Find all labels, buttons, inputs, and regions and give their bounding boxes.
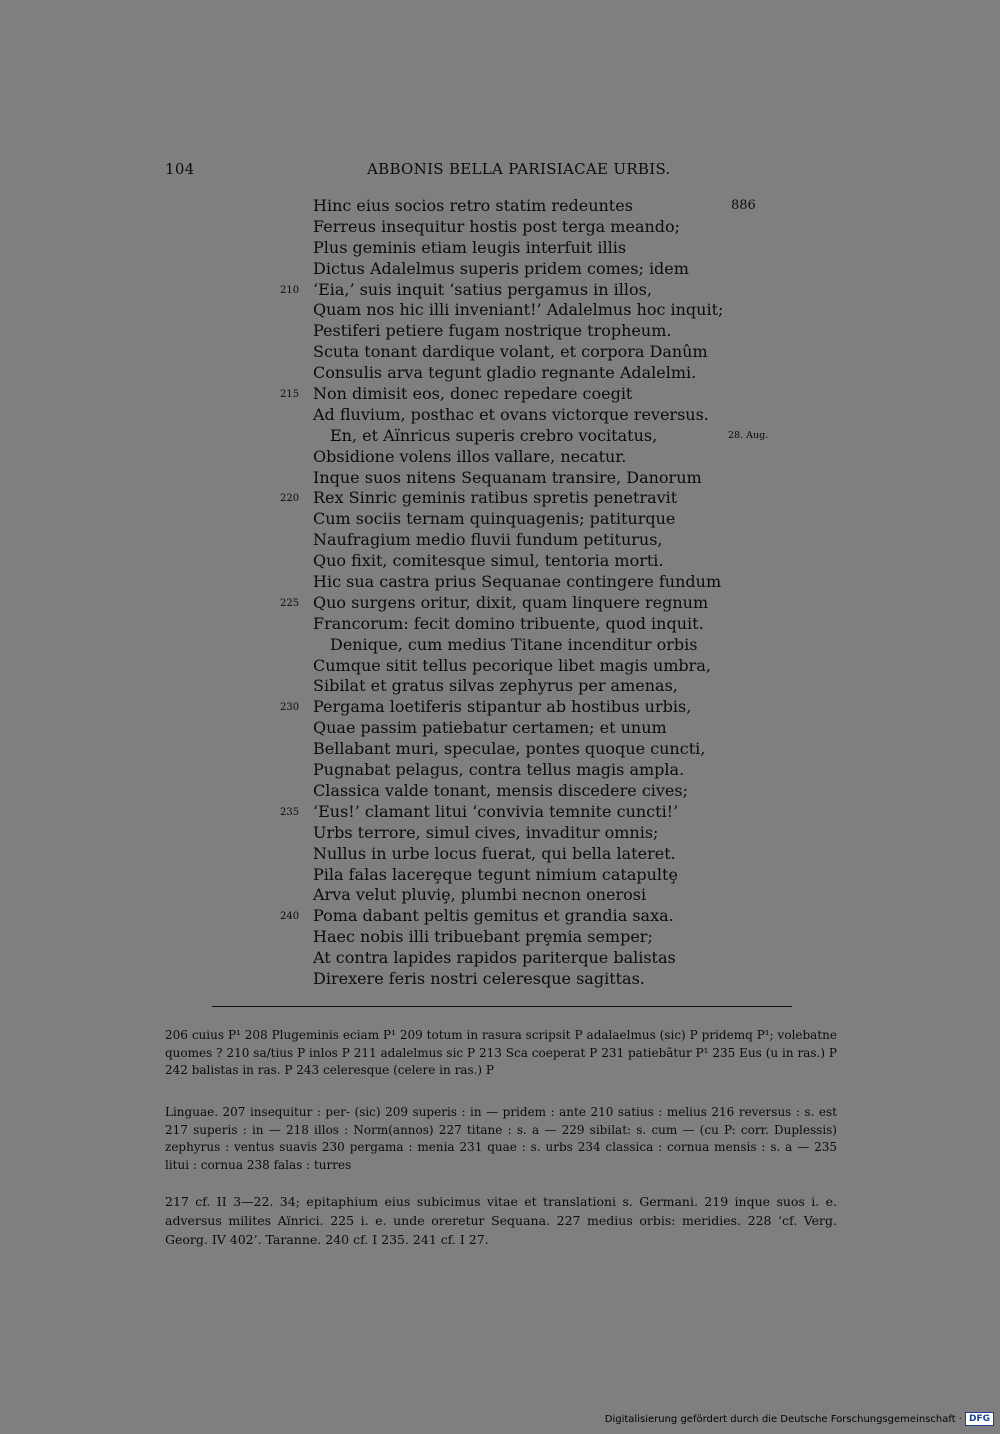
verse-text: Cumque sitit tellus pecorique libet magis umbra, [313, 655, 711, 675]
line-number: 240 [280, 911, 300, 923]
line-number: 210 [280, 284, 300, 296]
gloss-notes [165, 1104, 837, 1174]
verse-text: Ad fluvium, posthac et ovans victorque reversus. [313, 404, 709, 424]
verse-line [0, 572, 1000, 593]
verse-text: Plus geminis etiam leugis interfuit illis [313, 237, 627, 257]
verse-line [0, 906, 1000, 927]
gloss-text: Linguae. 207 insequitur : per- (sic) 209 superis : in — pridem : ante 210 satius : melius 216 reversus : s. est 217 superis : in — 218 illos : Norm(annos) 227 titane : s. a — 229 sibilat: s. cum — (cu P: corr. Duplessis) zephyrus : ventus suavis 230 pergama : menia 231 quae : s. urbs 234 classica : cornua mensis : s. a — 235 litui : cornua 238 falas : turres [165, 1105, 837, 1172]
verse-text: Direxere feris nostri celeresque sagittas. [313, 968, 645, 988]
verse-text: Quae passim patiebatur certamen; et unum [313, 718, 667, 738]
verse-text: Denique, cum medius Titane incenditur orbis [330, 634, 698, 654]
verse-line [0, 802, 1000, 823]
verse-line [0, 760, 1000, 781]
commentary-notes [165, 1192, 837, 1249]
verse-line [0, 530, 1000, 551]
verse-line [0, 405, 1000, 426]
apparatus-text: 206 cuius P¹ 208 Plugeminis eciam P¹ 209 totum in rasura scripsit P adalaelmus (sic) P pridemq P¹; volebatne quomes ? 210 sa/tius P inlos P 211 adalelmus sic P 213 Sca coeperat P 231 patiebãtur P¹ 235 Eus (u in ras.) P 242 balistas in ras. P 243 celeresque (celere in ras.) P [165, 1028, 837, 1077]
verse-text: Rex Sinric geminis ratibus spretis penetravit [313, 488, 678, 508]
verse-text: Quam nos hic illi inveniant!’ Adalelmus hoc inquit; [313, 300, 724, 320]
verse-text: Francorum: fecit domino tribuente, quod inquit. [313, 613, 704, 633]
running-title: ABBONIS BELLA PARISIACAE URBIS. [367, 160, 671, 178]
verse-text: Non dimisit eos, donec repedare coegit [313, 384, 633, 404]
verse-line [0, 259, 1000, 280]
verse-text: Quo fixit, comitesque simul, tentoria morti. [313, 551, 664, 571]
verse-line [0, 238, 1000, 259]
verse-line [0, 614, 1000, 635]
margin-note: 886 [731, 198, 756, 213]
funding-text: Digitalisierung gefördert durch die Deutsche Forschungsgemeinschaft · [604, 1413, 962, 1425]
verse-text: Hinc eius socios retro statim redeuntes [313, 196, 633, 215]
verse-text: Classica valde tonant, mensis discedere cives; [313, 780, 688, 800]
page-number: 104 [165, 160, 195, 178]
verse-text: En, et Aïnricus superis crebro vocitatus, [330, 425, 658, 445]
verse-line [0, 488, 1000, 509]
line-number: 215 [280, 389, 300, 401]
verse-block [0, 196, 1000, 990]
verse-line [0, 468, 1000, 489]
verse-line [0, 217, 1000, 238]
verse-text: Quo surgens oritur, dixit, quam linquere regnum [313, 592, 709, 612]
verse-text: At contra lapides rapidos pariterque balistas [313, 948, 676, 968]
verse-text: Naufragium medio fluvii fundum petiturus, [313, 530, 663, 550]
verse-line [0, 969, 1000, 990]
verse-line [0, 781, 1000, 802]
apparatus-notes [165, 1027, 837, 1080]
verse-line [0, 593, 1000, 614]
verse-line [0, 509, 1000, 530]
verse-line [0, 676, 1000, 697]
verse-line [0, 300, 1000, 321]
verse-line [0, 697, 1000, 718]
verse-text: Bellabant muri, speculae, pontes quoque cuncti, [313, 739, 706, 759]
verse-line [0, 927, 1000, 948]
line-number: 225 [280, 597, 300, 609]
verse-line [0, 363, 1000, 384]
verse-line [0, 426, 1000, 447]
verse-text: Inque suos nitens Sequanam transire, Danorum [313, 467, 702, 487]
margin-note: 28. Aug. [728, 429, 769, 441]
verse-line [0, 823, 1000, 844]
verse-line [0, 718, 1000, 739]
verse-text: Poma dabant peltis gemitus et grandia saxa. [313, 906, 674, 926]
verse-text: Pergama loetiferis stipantur ab hostibus urbis, [313, 697, 692, 717]
verse-text: Cum sociis ternam quinquagenis; patiturque [313, 509, 676, 529]
verse-line [0, 635, 1000, 656]
verse-line [0, 865, 1000, 886]
verse-line [0, 739, 1000, 760]
verse-line [0, 342, 1000, 363]
footnote-divider [212, 1006, 792, 1007]
verse-text: Pugnabat pelagus, contra tellus magis ampla. [313, 760, 685, 780]
line-number: 230 [280, 702, 300, 714]
verse-text: Urbs terrore, simul cives, invaditur omnis; [313, 822, 659, 842]
verse-text: ‘Eus!’ clamant litui ‘convivia temnite cuncti!’ [313, 801, 679, 821]
verse-text: Haec nobis illi tribuebant prȩmia semper; [313, 927, 653, 947]
verse-line [0, 321, 1000, 342]
verse-line [0, 551, 1000, 572]
verse-text: Obsidione volens illos vallare, necatur. [313, 446, 627, 466]
verse-text: Arva velut pluviȩ, plumbi necnon onerosi [313, 885, 647, 905]
verse-text: ‘Eia,’ suis inquit ‘satius pergamus in illos, [313, 279, 652, 299]
verse-line [0, 384, 1000, 405]
verse-text: Scuta tonant dardique volant, et corpora Danûm [313, 342, 708, 362]
verse-text: Sibilat et gratus silvas zephyrus per amenas, [313, 676, 678, 696]
verse-line [0, 656, 1000, 677]
verse-text: Ferreus insequitur hostis post terga meando; [313, 216, 681, 236]
verse-text: Dictus Adalelmus superis pridem comes; idem [313, 258, 689, 278]
funding-footer[interactable] [605, 1412, 994, 1426]
verse-line [0, 280, 1000, 301]
line-number: 235 [280, 806, 300, 818]
verse-text: Consulis arva tegunt gladio regnante Adalelmi. [313, 363, 697, 383]
verse-text: Hic sua castra prius Sequanae contingere fundum [313, 572, 722, 592]
line-number: 220 [280, 493, 300, 505]
verse-line [0, 447, 1000, 468]
verse-text: Nullus in urbe locus fuerat, qui bella lateret. [313, 843, 676, 863]
verse-text: Pila falas lacerȩque tegunt nimium catapultȩ [313, 864, 678, 884]
verse-line [0, 844, 1000, 865]
commentary-text: 217 cf. II 3—22. 34; epitaphium eius subicimus vitae et translationi s. Germani. 219 inque suos i. e. adversus milites Aïnrici. 225 i. e. unde oreretur Sequana. 227 medius orbis: meridies. 228 ‘cf. Verg. Georg. IV 402’. Taranne. 240 cf. I 235. 241 cf. I 27. [165, 1194, 837, 1247]
dfg-logo: DFG [965, 1412, 994, 1426]
verse-text: Pestiferi petiere fugam nostrique tropheum. [313, 321, 672, 341]
verse-line [0, 885, 1000, 906]
verse-line [0, 948, 1000, 969]
verse-line [0, 196, 1000, 217]
